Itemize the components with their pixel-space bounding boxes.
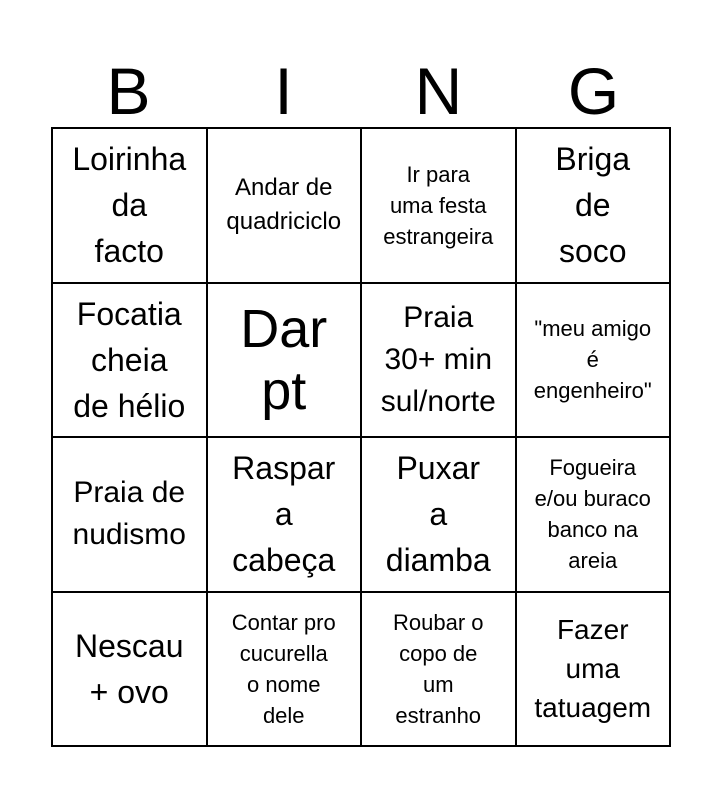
bingo-cell [362, 129, 517, 284]
bingo-cell [517, 438, 672, 593]
bingo-header [51, 55, 671, 127]
cell-text: Fogueira e/ou buraco banco na areia [534, 455, 651, 574]
cell-text: Roubar o copo de um estranho [392, 609, 484, 728]
cell-text: Praia de nudismo [72, 476, 186, 552]
cell-text: Fazer uma tatuagem [534, 614, 652, 724]
bingo-cell [517, 284, 672, 439]
bingo-cell [517, 593, 672, 748]
bingo-grid [51, 127, 671, 747]
bingo-cell [362, 593, 517, 748]
cell-text: Briga de soco [555, 141, 631, 270]
cell-text: Puxar a diamba [385, 450, 491, 579]
cell-text: Nescau + ovo [75, 627, 184, 710]
cell-text: Raspar a cabeça [232, 450, 336, 579]
cell-text: Ir para uma festa estrangeira [383, 161, 494, 249]
bingo-cell [53, 284, 208, 439]
bingo-cell [208, 129, 363, 284]
bingo-cell [362, 284, 517, 439]
cell-text: Dar pt [240, 298, 328, 421]
cell-text: "meu amigo é engenheiro" [533, 316, 652, 404]
header-letter-n: N [414, 54, 463, 128]
header-letter-g: G [567, 54, 620, 128]
bingo-cell [53, 129, 208, 284]
cell-text: Loirinha da facto [72, 141, 187, 270]
bingo-cell [208, 438, 363, 593]
bingo-cell [53, 438, 208, 593]
cell-text: Contar pro cucurella o nome dele [231, 609, 336, 728]
bingo-cell [208, 593, 363, 748]
cell-text: Andar de quadriciclo [226, 174, 342, 236]
bingo-cell [53, 593, 208, 748]
bingo-cell [517, 129, 672, 284]
bingo-cell [362, 438, 517, 593]
cell-text: Focatia cheia de hélio [73, 295, 186, 424]
header-letter-i: I [274, 54, 293, 128]
bingo-cell [208, 284, 363, 439]
header-letter-b: B [106, 54, 151, 128]
cell-text: Praia 30+ min sul/norte [380, 300, 496, 418]
